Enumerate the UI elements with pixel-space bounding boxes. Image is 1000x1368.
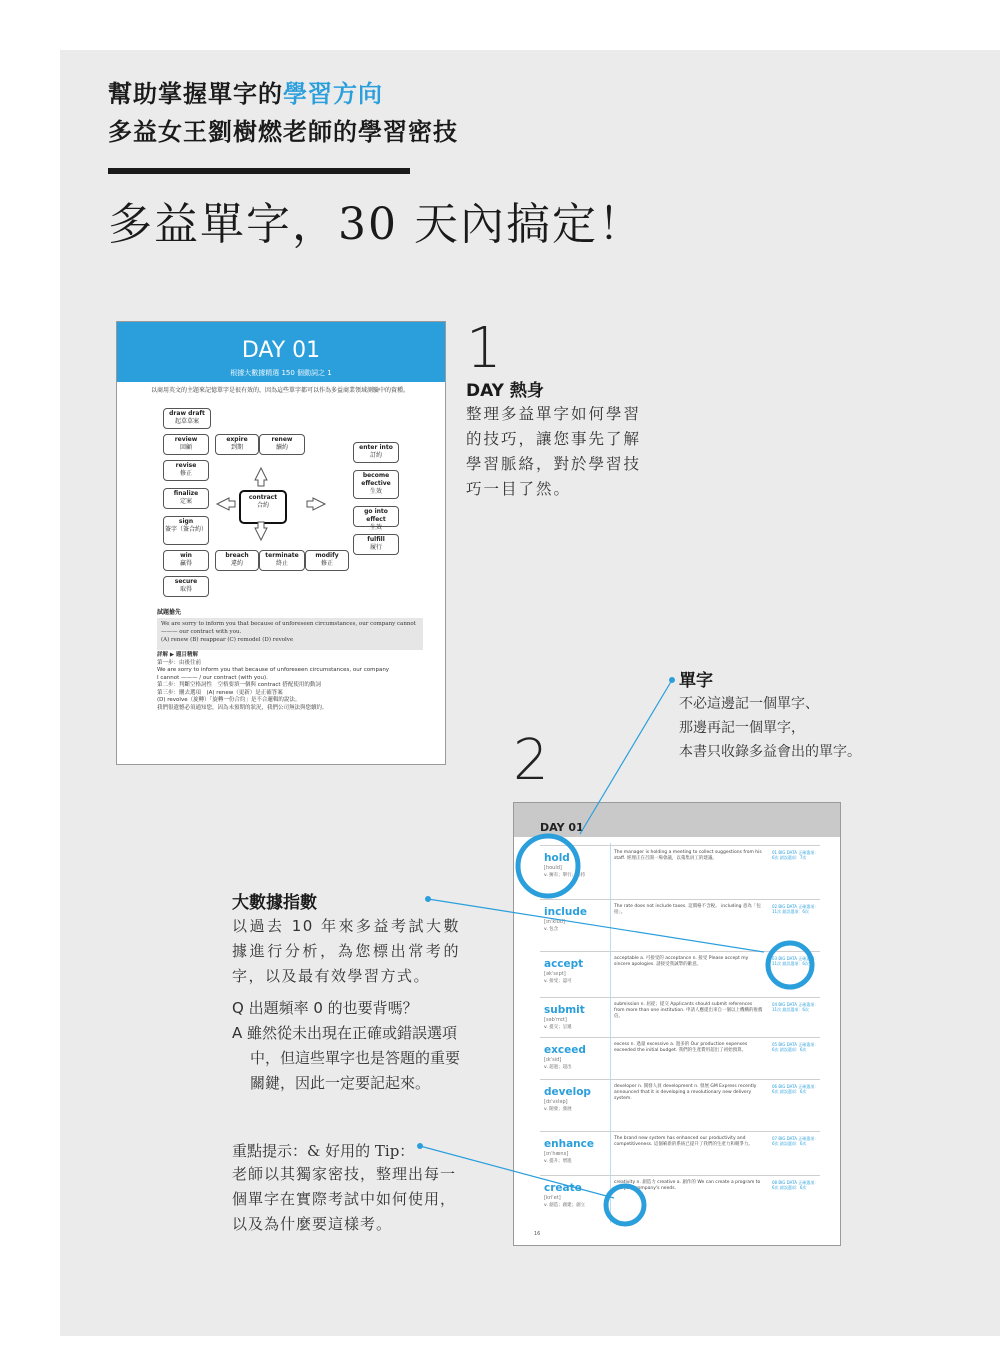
section-desc-bigdata: 以過去 10 年來多益考試大數據進行分析，為您標出常考的字，以及最有效學習方式。 [232,917,460,985]
vocab-entry: create [kriˈet] v. 創造；創建；創立 creativity n. 創造力 creative a. 創作的 We can create a program to suit your company's needs. 08 BIG DATA 正確選項：6次 錯誤選項：6次 [540,1175,820,1230]
section-title-day-warmup: DAY 熱身 [466,381,544,401]
vocab-word: exceed [544,1044,586,1056]
answer-label: 詳解 ▶ 題目精解 [157,652,199,658]
vocab-word: enhance [544,1138,594,1150]
vocab-entry: accept [əkˈsɛpt] v. 接受；認可 acceptable a. 可接受的 acceptance n. 接受 Please accept my sincere apologies. 請接受我誠摯的歉意。 03 BIG DATA 正確選項：11次 錯誤選項：6次 [540,951,820,998]
callout-line-bigdata [428,899,764,952]
concept-box: become effective 生效 [353,470,399,499]
concept-box: breach 違約 [215,550,259,571]
bigdata-index: 06 BIG DATA 正確選項：6次 錯誤選項：6次 [772,1084,819,1094]
vocab-entry: exceed [ɪkˈsid] v. 超過；超出 excess n. 過量 excessive a. 過多的 Our production expenses exceeded the initial budget. 我們的生產費用超出了初始預算。 05 BIG DATA 正確選項：6次 錯誤選項：6次 [540,1037,820,1080]
answer-line: 第三步：刪去選項 (A) renew（更新）是正確答案 [157,689,283,696]
bigdata-index: 08 BIG DATA 正確選項：6次 錯誤選項：6次 [772,1180,819,1190]
concept-box: expire 到期 [215,434,259,455]
vocab-entry: enhance [ɪnˈhæns] v. 提升；增進 The brand new system has enhanced our productivity and competitiveness. 這個嶄新的系統已提升了我們的生產力和競爭力。 07 BIG DATA 正確選項：6次 錯誤選項：6次 [540,1131,820,1176]
vocab-word: submit [544,1004,585,1016]
highlight-text: 學習方向 [283,80,383,108]
section-desc-tip: 老師以其獨家密技，整理出每一個單字在實際考試中如何使用，以及為什麼要這樣考。 [232,1165,457,1233]
callout-dot-bigdata [426,897,431,902]
page-day-subtitle: 根據大數據精選 150 個動詞之 1 [230,369,332,377]
answer-line: 我們很遺憾必須通知您，因為未預期的狀況，我們公司無法與您續約。 [157,704,328,711]
concept-box: draw draft 起草草案 [163,408,211,429]
concept-box: secure 取得 [163,576,209,597]
concept-box: enter into 訂約 [353,442,399,463]
concept-box: revise 修正 [163,460,209,481]
vocab-word: develop [544,1086,591,1098]
concept-box: finalize 定案 [163,488,209,509]
bigdata-index: 04 BIG DATA 正確選項：11次 錯誤選項：6次 [772,1002,819,1012]
callout-dot-word [670,678,675,683]
concept-box: fulfill 履行 [353,534,399,555]
concept-box: go into effect 生效 [353,506,399,527]
answer-line: 第二步：判斷空格詞性 空格要填一個與 contract 搭配使用的動詞 [157,682,321,688]
concept-box: review 回顧 [163,434,209,455]
bigdata-index: 05 BIG DATA 正確選項：6次 錯誤選項：6次 [772,1042,819,1052]
concept-box: win 贏得 [163,550,209,571]
concept-box: modify 修正 [305,550,349,571]
page-title: 多益單字，30 天內搞定！ [108,199,644,250]
section-number-1: 1 [466,316,502,381]
section-title-tip: 重點提示：& 好用的 Tip： [232,1142,415,1160]
concept-box: renew 續約 [259,434,305,455]
subtitle-line-1: 幫助掌握單字的學習方向 [108,80,383,108]
vocab-word: accept [544,958,584,970]
callout-circle-tip [606,1186,644,1224]
exercise-options: (A) renew (B) reappear (C) remodel (D) revolve [161,637,294,643]
section-desc-day-warmup: 整理多益單字如何學習的技巧，讓您事先了解學習脈絡，對於學習技巧一目了然。 [466,405,642,498]
faq-answer-cont: 中，但這些單字也是答題的重要關鍵，因此一定要記起來。 [250,1049,461,1092]
bigdata-index: 03 BIG DATA 正確選項：11次 錯誤選項：6次 [772,956,819,966]
callout-circle-word [518,836,578,896]
answer-line: I cannot ——— / our contract (with you). [157,674,268,681]
exercise-label: 試題搶先 [157,609,182,616]
bigdata-index: 01 BIG DATA 正確選項：6次 錯誤選項：7次 [772,850,819,860]
vocab-entry: hold [hould] v. 擁有；舉行；維持 The manager is holding a meeting to collect suggestions from his staff. 經理正在召開一場會議，以蒐集員工的建議。 01 BIG DATA 正確選項：6次 錯誤選項：7次 [540,845,820,898]
section-desc-word: 不必這邊記一個單字、 那邊再記一個單字， 本書只收錄多益會出的單字。 [679,696,861,760]
answer-line: We are sorry to inform you that because of unforeseen circumstances, our company [157,667,390,673]
page-day-title: DAY 01 [540,821,584,834]
vocab-entry: develop [dɪˈvɛləp] v. 開發；發展 developer n. 開發人員 development n. 發展 GM Express recently announced that it is developing a revolutionary new delivery system. 06 BIG DATA 正確選項：6次 錯誤選項：6次 [540,1079,820,1132]
section-title-bigdata: 大數據指數 [232,893,317,913]
vocab-word: create [544,1182,582,1194]
callout-dot-tip [418,1144,423,1149]
concept-center-box: contract 合約 [239,490,287,524]
vocab-entry: include [ɪnˈklud] v. 包含 The rate does not include taxes. 這價格不含稅。 including 意為「包括」。 02 BIG DATA 正確選項：11次 錯誤選項：6次 [540,899,820,952]
faq-answer: A 雖然從未出現在正確或錯誤選項 [232,1024,458,1042]
vocab-word: hold [544,852,570,864]
callout-circle-bigdata [768,943,812,987]
answer-line: 第一步：由後往前 [157,659,202,666]
concept-box: terminate 終止 [259,550,305,571]
bigdata-index: 02 BIG DATA 正確選項：11次 錯誤選項：6次 [772,904,819,914]
bigdata-index: 07 BIG DATA 正確選項：6次 錯誤選項：6次 [772,1136,819,1146]
exercise-text: We are sorry to inform you that because of unforeseen circumstances, our company cannot ——— our contract with you. [161,621,416,635]
page-number: 16 [534,1231,541,1237]
section-number-2: 2 [513,728,549,793]
vocab-word: include [544,906,588,918]
faq-question: Q 出題頻率 0 的也要背嗎？ [232,999,418,1017]
vocab-entry: submit [səbˈmɪt] v. 提交；呈遞 submission n. 屈從；提交 Applicants should submit references from more than one institution. 申請人應提出來自一個以上機構的推薦信。 04 BIG DATA 正確選項：11次 錯誤選項：6次 [540,997,820,1038]
subtitle-line-2: 多益女王劉樹燃老師的學習密技 [108,118,458,146]
section-title-word: 單字 [679,671,713,691]
answer-line: (D) revolve（旋轉）「旋轉一份合約」是不合邏輯的說法。 [157,697,301,703]
callout-line-tip [420,1146,614,1198]
callout-line-word [580,680,672,834]
page-day-title: DAY 01 [241,338,321,363]
concept-box: sign 簽字（簽合約） [163,516,209,545]
page-intro: 以商用英文的主題來記憶單字是很有效的，因為這些單字都可以作為多益商業領域測驗中的資種。 [151,387,410,394]
